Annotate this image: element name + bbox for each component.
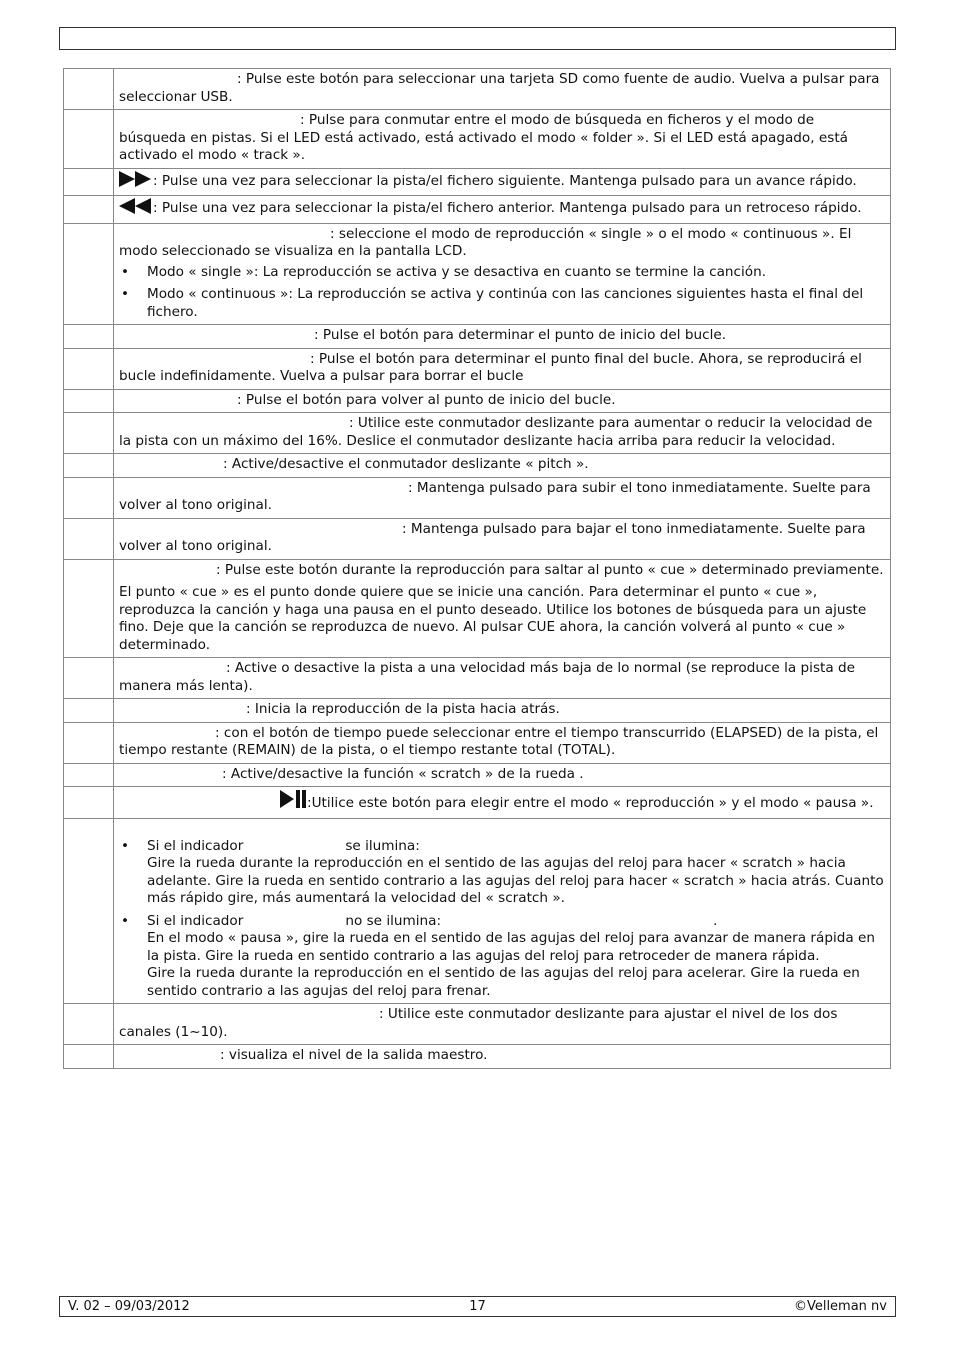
table-row [64, 818, 891, 1004]
table-row [64, 477, 891, 518]
table-row [64, 518, 891, 559]
row-number-cell [64, 348, 114, 389]
row-description-cell [114, 348, 891, 389]
row-description [119, 660, 885, 695]
row-description-cell [114, 477, 891, 518]
row-number-cell [64, 168, 114, 196]
row-description-cell [114, 389, 891, 413]
fast-forward-icon [119, 171, 153, 193]
row-description [119, 1006, 885, 1041]
row-description [119, 351, 885, 386]
row-number-cell [64, 722, 114, 763]
row-number-cell [64, 69, 114, 110]
table-row [64, 413, 891, 454]
row-text: : Mantenga pulsado para bajar el tono inmediatamente. Suelte para volver al tono original. [119, 520, 866, 554]
blank-line [119, 821, 885, 838]
row-number-cell [64, 223, 114, 325]
indicator-post: se ilumina: [345, 837, 420, 854]
row-description [119, 521, 885, 556]
feature-table [63, 68, 891, 1069]
indicator-pre: Si el indicador [147, 912, 244, 929]
row-number-cell [64, 699, 114, 723]
row-description [119, 456, 885, 474]
row-description [119, 480, 885, 515]
row-number-cell [64, 559, 114, 658]
row-text: : Pulse una vez para seleccionar la pista/el fichero anterior. Mantenga pulsado para un retroceso rápido. [153, 200, 862, 216]
row-description-cell [114, 223, 891, 325]
row-text: : Pulse el botón para volver al punto de inicio del bucle. [237, 391, 616, 408]
row-description-cell [114, 763, 891, 787]
footer-version: V. 02 – 09/03/2012 [68, 1299, 190, 1314]
row-description-cell [114, 722, 891, 763]
bullet-head [147, 913, 885, 931]
bullet-item [119, 913, 885, 1001]
row-number-cell [64, 1045, 114, 1069]
row-description-cell [114, 559, 891, 658]
row-text: : Pulse para conmutar entre el modo de búsqueda en ficheros y el modo de búsqueda en pistas. Si el LED está activado, está activado el modo « folder ». Si el LED está apagado, está activado el modo « track ». [119, 112, 848, 163]
row-description-cell [114, 818, 891, 1004]
row-description [119, 198, 885, 220]
row-description [119, 725, 885, 760]
row-number-cell [64, 818, 114, 1004]
row-description-cell [114, 69, 891, 110]
row-text: : visualiza el nivel de la salida maestro. [220, 1047, 488, 1063]
row-description-cell [114, 1045, 891, 1069]
row-description-cell [114, 168, 891, 196]
row-description [119, 171, 885, 193]
table-row [64, 325, 891, 349]
row-description-cell [114, 518, 891, 559]
bullet-body-2: Gire la rueda durante la reproducción en el sentido de las agujas del reloj para acelerar. Gire la rueda en sentido contrario a las agujas del reloj para frenar. [147, 965, 860, 999]
table-row [64, 454, 891, 478]
row-description [119, 562, 885, 580]
table-row [64, 110, 891, 169]
row-number-cell [64, 389, 114, 413]
row-description [119, 226, 885, 261]
row-description-cell [114, 787, 891, 819]
row-text: : Active o desactive la pista a una velocidad más baja de lo normal (se reproduce la pista de manera más lenta). [119, 660, 856, 694]
rewind-icon [119, 198, 153, 220]
row-description-cell [114, 110, 891, 169]
row-text: : Pulse una vez para seleccionar la pista/el fichero siguiente. Mantenga pulsado para un avance rápido. [153, 172, 857, 189]
table-row [64, 722, 891, 763]
row-text: : Pulse el botón para determinar el punto de inicio del bucle. [314, 327, 727, 343]
row-text: :Utilice este botón para elegir entre el modo « reproducción » y el modo « pausa ». [307, 795, 874, 811]
row-number-cell [64, 658, 114, 699]
row-text: : Utilice este conmutador deslizante para aumentar o reducir la velocidad de la pista con un máximo del 16%. Deslice el conmutador deslizante hacia arriba para reducir la velocidad. [119, 415, 873, 449]
row-text: : Pulse este botón durante la reproducción para saltar al punto « cue » determinado previamente. [216, 561, 884, 578]
row-text: : Pulse el botón para determinar el punto final del bucle. Ahora, se reproducirá el bucle indefinidamente. Vuelva a pulsar para borrar el bucle [119, 350, 862, 384]
table-row [64, 1004, 891, 1045]
table-row [64, 559, 891, 658]
row-description [119, 766, 885, 784]
row-number-cell [64, 477, 114, 518]
row-description-cell [114, 196, 891, 224]
row-text: : Active/desactive el conmutador deslizante « pitch ». [223, 456, 589, 472]
row-text: : seleccione el modo de reproducción « single » o el modo « continuous ». El modo seleccionado se visualiza en la pantalla LCD. [119, 225, 852, 259]
row-number-cell [64, 1004, 114, 1045]
row-description [119, 789, 885, 815]
table-row [64, 699, 891, 723]
row-extra-text: El punto « cue » es el punto donde quiere que se inicie una canción. Para determinar el punto « cue », reproduzca la canción y haga una pausa en el punto deseado. Utilice los botones de búsqueda para un ajuste fino. Deje que la canción se reproduzca de nuevo. Al pulsar CUE ahora, la canción volverá al punto « cue » determinado. [119, 584, 867, 653]
row-text: : con el botón de tiempo puede seleccionar entre el tiempo transcurrido (ELAPSED) de la pista, el tiempo restante (REMAIN) de la pista, o el tiempo restante total (TOTAL). [119, 724, 879, 758]
page-header-box [59, 27, 896, 50]
row-description-cell [114, 413, 891, 454]
row-description-cell [114, 325, 891, 349]
row-description [119, 1047, 885, 1065]
indicator-tail: . [713, 912, 718, 929]
row-description-cell [114, 1004, 891, 1045]
row-text: : Mantenga pulsado para subir el tono inmediatamente. Suelte para volver al tono original. [119, 479, 871, 513]
row-text: : Inicia la reproducción de la pista hacia atrás. [246, 701, 560, 717]
play-pause-icon [279, 789, 307, 815]
row-number-cell [64, 325, 114, 349]
table-row [64, 787, 891, 819]
row-number-cell [64, 454, 114, 478]
bullet-item: • Modo « continuous »: La reproducción se activa y continúa con las canciones siguientes hasta el final del fichero. [119, 286, 885, 321]
row-description [119, 112, 885, 165]
bullet-head [147, 838, 885, 856]
table-row [64, 348, 891, 389]
row-description [119, 327, 885, 345]
row-number-cell [64, 518, 114, 559]
row-text: : Utilice este conmutador deslizante para ajustar el nivel de los dos canales (1~10). [119, 1006, 838, 1040]
footer-copyright: ©Velleman nv [793, 1299, 887, 1314]
row-description [119, 71, 885, 106]
bullet-body: Gire la rueda durante la reproducción en el sentido de las agujas del reloj para hacer « scratch » hacia adelante. Gire la rueda en sentido contrario a las agujas del reloj para hacer « scratch » hacia atrás. Cuanto más rápido gire, más aumentará la velocidad del « scratch ». [147, 855, 884, 906]
row-number-cell [64, 196, 114, 224]
table-row [64, 196, 891, 224]
row-description [119, 701, 885, 719]
indicator-post: no se ilumina: [345, 912, 442, 929]
wheel-bullet-list [119, 838, 885, 1001]
indicator-pre: Si el indicador [147, 837, 244, 854]
table-row [64, 389, 891, 413]
row-number-cell [64, 413, 114, 454]
row-number-cell [64, 763, 114, 787]
row-number-cell [64, 787, 114, 819]
row-description [119, 415, 885, 450]
bullet-body: En el modo « pausa », gire la rueda en el sentido de las agujas del reloj para avanzar de manera rápida en la pista. Gire la rueda en sentido contrario a las agujas del reloj para retroceder de manera rápida. [147, 930, 875, 964]
row-description-cell [114, 454, 891, 478]
table-row [64, 1045, 891, 1069]
footer-page-number: 17 [469, 1299, 486, 1314]
table-row [64, 763, 891, 787]
row-description [119, 392, 885, 410]
bullet-item [119, 838, 885, 908]
row-text: : Pulse este botón para seleccionar una tarjeta SD como fuente de audio. Vuelva a pulsar para seleccionar USB. [119, 71, 880, 105]
table-row [64, 168, 891, 196]
row-description-cell [114, 658, 891, 699]
table-row [64, 658, 891, 699]
bullet-item: • Modo « single »: La reproducción se activa y se desactiva en cuanto se termine la canción. [119, 264, 885, 282]
table-row [64, 223, 891, 325]
row-text: : Active/desactive la función « scratch » de la rueda . [222, 765, 584, 782]
bullet-list [119, 264, 885, 322]
row-description-cell [114, 699, 891, 723]
page-footer [59, 1296, 896, 1317]
table-row [64, 69, 891, 110]
row-number-cell [64, 110, 114, 169]
